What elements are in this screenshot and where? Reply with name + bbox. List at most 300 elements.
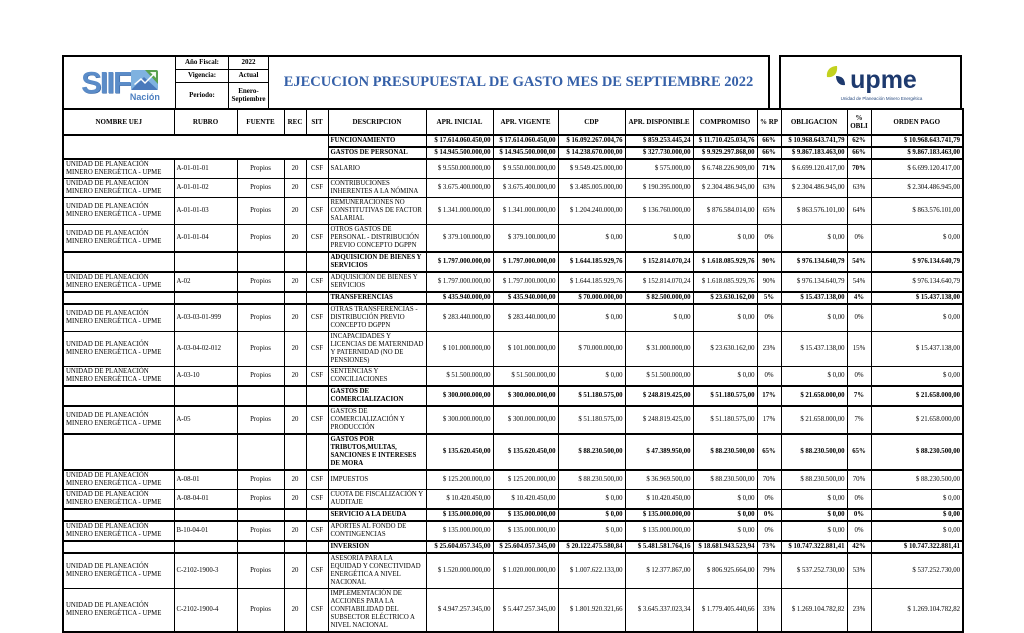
cell-orden-pago: $ 0,00	[871, 490, 963, 510]
fiscal-label-vigencia: Vigencia:	[176, 70, 229, 83]
cell-apr-vigente: $ 135.000.000,00	[493, 509, 558, 521]
cell-fuente: Propios	[237, 225, 284, 253]
cell-fuente	[237, 434, 284, 470]
table-row	[63, 521, 963, 541]
cell-apr-vigente: $ 14.945.500.000,00	[493, 147, 558, 159]
cell-pct-obli: 23%	[847, 589, 871, 633]
cell-sit: CSF	[306, 406, 328, 434]
cell-rec: 20	[284, 179, 306, 198]
cell-obligacion: $ 976.134.640,79	[781, 272, 847, 292]
cell-sit	[306, 541, 328, 553]
cell-obligacion: $ 21.658.000,00	[781, 386, 847, 406]
cell-rec: 20	[284, 159, 306, 179]
cell-nombre-uej: UNIDAD DE PLANEACIÓN MINERO ENERGÉTICA - UPME	[63, 589, 174, 633]
cell-compromiso: $ 0,00	[693, 521, 757, 541]
cell-nombre-uej: UNIDAD DE PLANEACIÓN MINERO ENERGÉTICA - UPME	[63, 272, 174, 292]
cell-pct-obli: 53%	[847, 553, 871, 589]
cell-obligacion: $ 9.867.183.463,00	[781, 147, 847, 159]
cell-pct-obli: 62%	[847, 135, 871, 147]
cell-obligacion: $ 0,00	[781, 490, 847, 510]
cell-apr-disponible: $ 51.500.000,00	[625, 367, 693, 387]
cell-obligacion: $ 6.699.120.417,00	[781, 159, 847, 179]
cell-fuente: Propios	[237, 490, 284, 510]
cell-apr-inicial: $ 283.440.000,00	[426, 304, 493, 332]
cell-pct-rp: 70%	[757, 470, 781, 490]
cell-compromiso: $ 0,00	[693, 490, 757, 510]
cell-apr-disponible: $ 135.000.000,00	[625, 521, 693, 541]
cell-orden-pago: $ 0,00	[871, 225, 963, 253]
cell-apr-vigente: $ 135.000.000,00	[493, 521, 558, 541]
upme-logo-box	[779, 55, 962, 108]
column-header: COMPROMISO	[693, 109, 757, 135]
cell-descripcion: GASTOS DE PERSONAL	[328, 147, 426, 159]
cell-pct-obli: 0%	[847, 509, 871, 521]
cell-pct-rp: 71%	[757, 159, 781, 179]
cell-orden-pago: $ 10.968.643.741,79	[871, 135, 963, 147]
cell-pct-rp: 23%	[757, 332, 781, 367]
cell-apr-vigente: $ 379.100.000,00	[493, 225, 558, 253]
cell-descripcion: ADQUISICION DE BIENES Y SERVICIOS	[328, 252, 426, 272]
cell-apr-inicial: $ 135.000.000,00	[426, 509, 493, 521]
cell-apr-disponible: $ 190.395.000,00	[625, 179, 693, 198]
cell-sit	[306, 252, 328, 272]
table-row	[63, 490, 963, 510]
cell-orden-pago: $ 21.658.000,00	[871, 386, 963, 406]
cell-cdp: $ 51.180.575,00	[558, 386, 625, 406]
cell-pct-obli: 0%	[847, 367, 871, 387]
column-header: NOMBRE UEJ	[63, 109, 174, 135]
cell-compromiso: $ 876.584.014,00	[693, 198, 757, 225]
cell-orden-pago: $ 15.437.138,00	[871, 292, 963, 304]
cell-sit	[306, 292, 328, 304]
cell-pct-obli: 7%	[847, 406, 871, 434]
cell-sit: CSF	[306, 553, 328, 589]
cell-apr-disponible: $ 3.645.337.023,34	[625, 589, 693, 633]
table-row	[63, 367, 963, 387]
column-header: RUBRO	[174, 109, 237, 135]
cell-cdp: $ 1.007.622.133,00	[558, 553, 625, 589]
cell-obligacion: $ 10.968.643.741,79	[781, 135, 847, 147]
cell-rubro: C-2102-1900-3	[174, 553, 237, 589]
cell-fuente: Propios	[237, 553, 284, 589]
cell-apr-disponible: $ 36.969.500,00	[625, 470, 693, 490]
cell-pct-obli: 66%	[847, 147, 871, 159]
cell-pct-rp: 63%	[757, 179, 781, 198]
cell-apr-inicial: $ 300.000.000,00	[426, 406, 493, 434]
budget-table	[62, 108, 964, 633]
column-header: APR. DISPONIBLE	[625, 109, 693, 135]
cell-obligacion: $ 537.252.730,00	[781, 553, 847, 589]
cell-sit: CSF	[306, 332, 328, 367]
cell-apr-disponible: $ 135.000.000,00	[625, 509, 693, 521]
table-row	[63, 332, 963, 367]
cell-cdp: $ 70.000.000,00	[558, 292, 625, 304]
cell-pct-rp: 66%	[757, 147, 781, 159]
cell-apr-vigente: $ 1.797.000.000,00	[493, 272, 558, 292]
cell-compromiso: $ 51.180.575,00	[693, 386, 757, 406]
cell-apr-inicial: $ 10.420.450,00	[426, 490, 493, 510]
cell-obligacion: $ 0,00	[781, 509, 847, 521]
cell-pct-obli: 7%	[847, 386, 871, 406]
cell-apr-disponible: $ 5.481.581.764,16	[625, 541, 693, 553]
cell-apr-inicial: $ 17.614.060.450,00	[426, 135, 493, 147]
cell-fuente: Propios	[237, 332, 284, 367]
cell-apr-inicial: $ 101.000.000,00	[426, 332, 493, 367]
cell-apr-vigente: $ 300.000.000,00	[493, 386, 558, 406]
cell-rubro	[174, 252, 237, 272]
cell-apr-inicial: $ 9.550.000.000,00	[426, 159, 493, 179]
cell-orden-pago: $ 976.134.640,79	[871, 272, 963, 292]
cell-orden-pago: $ 537.252.730,00	[871, 553, 963, 589]
cell-descripcion: INCAPACIDADES Y LICENCIAS DE MATERNIDAD Y PATERNIDAD (NO DE PENSIONES)	[328, 332, 426, 367]
cell-rubro: A-01-01-02	[174, 179, 237, 198]
table-row	[63, 589, 963, 633]
cell-pct-rp: 73%	[757, 541, 781, 553]
cell-obligacion: $ 976.134.640,79	[781, 252, 847, 272]
cell-cdp: $ 0,00	[558, 225, 625, 253]
column-header: % RP	[757, 109, 781, 135]
cell-pct-obli: 15%	[847, 332, 871, 367]
cell-obligacion: $ 0,00	[781, 521, 847, 541]
cell-nombre-uej	[63, 252, 174, 272]
cell-orden-pago: $ 15.437.138,00	[871, 332, 963, 367]
cell-nombre-uej: UNIDAD DE PLANEACIÓN MINERO ENERGÉTICA - UPME	[63, 406, 174, 434]
cell-compromiso: $ 18.681.943.523,94	[693, 541, 757, 553]
cell-sit: CSF	[306, 198, 328, 225]
cell-descripcion: TRANSFERENCIAS	[328, 292, 426, 304]
cell-rec	[284, 252, 306, 272]
table-row	[63, 252, 963, 272]
cell-cdp: $ 20.122.475.580,84	[558, 541, 625, 553]
cell-pct-rp: 17%	[757, 406, 781, 434]
cell-apr-disponible: $ 31.000.000,00	[625, 332, 693, 367]
cell-descripcion: CUOTA DE FISCALIZACIÓN Y AUDITAJE	[328, 490, 426, 510]
cell-apr-vigente: $ 9.550.000.000,00	[493, 159, 558, 179]
cell-cdp: $ 16.092.267.004,76	[558, 135, 625, 147]
cell-fuente: Propios	[237, 159, 284, 179]
cell-pct-obli: 0%	[847, 304, 871, 332]
cell-apr-vigente: $ 3.675.400.000,00	[493, 179, 558, 198]
cell-fuente: Propios	[237, 179, 284, 198]
title-box	[269, 57, 768, 108]
cell-fuente: Propios	[237, 406, 284, 434]
cell-apr-vigente: $ 300.000.000,00	[493, 406, 558, 434]
cell-apr-inicial: $ 435.940.000,00	[426, 292, 493, 304]
cell-cdp: $ 1.644.185.929,76	[558, 252, 625, 272]
cell-pct-obli: 0%	[847, 521, 871, 541]
cell-cdp: $ 0,00	[558, 367, 625, 387]
report-header	[62, 55, 962, 108]
cell-rubro: C-2102-1900-4	[174, 589, 237, 633]
cell-pct-rp: 17%	[757, 386, 781, 406]
siif-nacion-label: Nación	[129, 91, 160, 102]
cell-fuente: Propios	[237, 521, 284, 541]
cell-apr-disponible: $ 12.377.867,00	[625, 553, 693, 589]
cell-apr-vigente: $ 17.614.060.450,00	[493, 135, 558, 147]
report-sheet	[62, 55, 962, 633]
cell-cdp: $ 1.644.185.929,76	[558, 272, 625, 292]
cell-sit: CSF	[306, 304, 328, 332]
cell-compromiso: $ 9.929.297.868,00	[693, 147, 757, 159]
cell-apr-vigente: $ 435.940.000,00	[493, 292, 558, 304]
cell-fuente	[237, 252, 284, 272]
cell-compromiso: $ 6.748.226.909,00	[693, 159, 757, 179]
cell-fuente	[237, 509, 284, 521]
column-header: OBLIGACION	[781, 109, 847, 135]
cell-sit: CSF	[306, 589, 328, 633]
cell-descripcion: ASESORIA PARA LA EQUIDAD Y CONECTIVIDAD ENERGÉTICA A NIVEL NACIONAL	[328, 553, 426, 589]
cell-pct-rp: 90%	[757, 272, 781, 292]
table-row	[63, 541, 963, 553]
cell-orden-pago: $ 0,00	[871, 367, 963, 387]
cell-apr-vigente: $ 1.797.000.000,00	[493, 252, 558, 272]
cell-apr-vigente: $ 283.440.000,00	[493, 304, 558, 332]
cell-apr-disponible: $ 248.819.425,00	[625, 406, 693, 434]
cell-pct-rp: 79%	[757, 553, 781, 589]
cell-apr-vigente: $ 101.000.000,00	[493, 332, 558, 367]
cell-compromiso: $ 0,00	[693, 225, 757, 253]
cell-rec: 20	[284, 589, 306, 633]
cell-cdp: $ 51.180.575,00	[558, 406, 625, 434]
cell-rubro	[174, 292, 237, 304]
table-row	[63, 386, 963, 406]
cell-rec: 20	[284, 225, 306, 253]
cell-rec: 20	[284, 490, 306, 510]
cell-sit: CSF	[306, 159, 328, 179]
cell-rec: 20	[284, 521, 306, 541]
cell-obligacion: $ 15.437.138,00	[781, 292, 847, 304]
cell-fuente: Propios	[237, 272, 284, 292]
cell-cdp: $ 0,00	[558, 509, 625, 521]
cell-apr-inicial: $ 3.675.400.000,00	[426, 179, 493, 198]
table-row	[63, 304, 963, 332]
column-header: CDP	[558, 109, 625, 135]
cell-rec: 20	[284, 553, 306, 589]
cell-pct-rp: 90%	[757, 252, 781, 272]
cell-rubro: A-01-01-04	[174, 225, 237, 253]
cell-apr-inicial: $ 1.797.000.000,00	[426, 252, 493, 272]
cell-apr-disponible: $ 10.420.450,00	[625, 490, 693, 510]
fiscal-value-periodo: Enero-Septiembre	[231, 87, 266, 103]
cell-nombre-uej: UNIDAD DE PLANEACIÓN MINERO ENERGÉTICA - UPME	[63, 332, 174, 367]
column-header: DESCRIPCION	[328, 109, 426, 135]
cell-descripcion: FUNCIONAMIENTO	[328, 135, 426, 147]
cell-orden-pago: $ 21.658.000,00	[871, 406, 963, 434]
cell-orden-pago: $ 863.576.101,00	[871, 198, 963, 225]
cell-compromiso: $ 1.618.085.929,76	[693, 252, 757, 272]
cell-rec: 20	[284, 332, 306, 367]
table-header-row	[63, 109, 963, 135]
table-row	[63, 434, 963, 470]
cell-rec	[284, 509, 306, 521]
cell-apr-inicial: $ 1.520.000.000,00	[426, 553, 493, 589]
table-row	[63, 225, 963, 253]
cell-descripcion: GASTOS POR TRIBUTOS,MULTAS, SANCIONES E INTERESES DE MORA	[328, 434, 426, 470]
cell-sit	[306, 509, 328, 521]
cell-obligacion: $ 15.437.138,00	[781, 332, 847, 367]
table-row	[63, 509, 963, 521]
cell-apr-disponible: $ 47.389.950,00	[625, 434, 693, 470]
cell-fuente	[237, 541, 284, 553]
cell-compromiso: $ 11.710.425.034,76	[693, 135, 757, 147]
cell-descripcion: OTROS GASTOS DE PERSONAL - DISTRIBUCIÓN PREVIO CONCEPTO DGPPN	[328, 225, 426, 253]
cell-orden-pago: $ 2.304.486.945,00	[871, 179, 963, 198]
cell-descripcion: GASTOS DE COMERCIALIZACIÓN Y PRODUCCIÓN	[328, 406, 426, 434]
cell-orden-pago: $ 88.230.500,00	[871, 470, 963, 490]
cell-obligacion: $ 88.230.500,00	[781, 470, 847, 490]
fiscal-label-ano: Año Fiscal:	[176, 57, 229, 70]
cell-apr-vigente: $ 51.500.000,00	[493, 367, 558, 387]
cell-nombre-uej	[63, 434, 174, 470]
cell-descripcion: CONTRIBUCIONES INHERENTES A LA NÓMINA	[328, 179, 426, 198]
header-gap	[770, 55, 779, 108]
page-title: EJECUCION PRESUPUESTAL DE GASTO MES DE SEPTIEMBRE 2022	[283, 74, 754, 90]
cell-rec: 20	[284, 470, 306, 490]
cell-cdp: $ 14.238.670.000,00	[558, 147, 625, 159]
cell-apr-vigente: $ 5.447.257.345,00	[493, 589, 558, 633]
cell-apr-inicial: $ 1.341.000.000,00	[426, 198, 493, 225]
cell-nombre-uej	[63, 541, 174, 553]
cell-pct-rp: 65%	[757, 434, 781, 470]
cell-rec: 20	[284, 406, 306, 434]
cell-apr-vigente: $ 10.420.450,00	[493, 490, 558, 510]
cell-pct-rp: 33%	[757, 589, 781, 633]
table-row	[63, 179, 963, 198]
cell-apr-disponible: $ 136.760.000,00	[625, 198, 693, 225]
cell-apr-vigente: $ 1.341.000.000,00	[493, 198, 558, 225]
cell-cdp: $ 88.230.500,00	[558, 470, 625, 490]
cell-descripcion: SERVICIO A LA DEUDA	[328, 509, 426, 521]
cell-apr-vigente: $ 25.604.057.345,00	[493, 541, 558, 553]
cell-compromiso: $ 23.630.162,00	[693, 332, 757, 367]
fiscal-value-vigencia: Actual	[229, 70, 268, 83]
cell-descripcion: ADQUISICIÓN DE BIENES Y SERVICIOS	[328, 272, 426, 292]
cell-pct-obli: 70%	[847, 159, 871, 179]
cell-nombre-uej: UNIDAD DE PLANEACIÓN MINERO ENERGÉTICA - UPME	[63, 490, 174, 510]
cell-pct-obli: 64%	[847, 198, 871, 225]
cell-pct-rp: 0%	[757, 509, 781, 521]
cell-rubro: B-10-04-01	[174, 521, 237, 541]
cell-obligacion: $ 863.576.101,00	[781, 198, 847, 225]
cell-orden-pago: $ 6.699.120.417,00	[871, 159, 963, 179]
cell-apr-inicial: $ 135.000.000,00	[426, 521, 493, 541]
cell-fuente: Propios	[237, 198, 284, 225]
table-row	[63, 159, 963, 179]
cell-compromiso: $ 23.630.162,00	[693, 292, 757, 304]
cell-nombre-uej	[63, 509, 174, 521]
cell-descripcion: IMPLEMENTACIÓN DE ACCIONES PARA LA CONFIABILIDAD DEL SUBSECTOR ELÉCTRICO A NIVEL NACIONAL	[328, 589, 426, 633]
upme-subtitle: Unidad de Planeación Minero Energética	[840, 96, 923, 101]
cell-nombre-uej	[63, 292, 174, 304]
cell-apr-inicial: $ 14.945.500.000,00	[426, 147, 493, 159]
cell-descripcion: SENTENCIAS Y CONCILIACIONES	[328, 367, 426, 387]
cell-compromiso: $ 806.925.664,00	[693, 553, 757, 589]
cell-nombre-uej: UNIDAD DE PLANEACIÓN MINERO ENERGÉTICA - UPME	[63, 470, 174, 490]
cell-rec	[284, 292, 306, 304]
cell-apr-vigente: $ 1.020.000.000,00	[493, 553, 558, 589]
cell-descripcion: APORTES AL FONDO DE CONTINGENCIAS	[328, 521, 426, 541]
cell-cdp: $ 1.204.240.000,00	[558, 198, 625, 225]
cell-fuente: Propios	[237, 304, 284, 332]
cell-nombre-uej: UNIDAD DE PLANEACIÓN MINERO ENERGÉTICA - UPME	[63, 225, 174, 253]
cell-apr-disponible: $ 152.814.070,24	[625, 252, 693, 272]
cell-compromiso: $ 1.618.085.929,76	[693, 272, 757, 292]
cell-obligacion: $ 21.658.000,00	[781, 406, 847, 434]
cell-cdp: $ 1.801.920.321,66	[558, 589, 625, 633]
cell-orden-pago: $ 88.230.500,00	[871, 434, 963, 470]
cell-rubro: A-01-01-01	[174, 159, 237, 179]
fiscal-label-periodo: Periodo:	[176, 83, 229, 108]
cell-rec: 20	[284, 272, 306, 292]
cell-sit	[306, 434, 328, 470]
cell-nombre-uej: UNIDAD DE PLANEACIÓN MINERO ENERGÉTICA - UPME	[63, 179, 174, 198]
cell-fuente	[237, 292, 284, 304]
header-left-box	[62, 55, 770, 108]
cell-apr-disponible: $ 0,00	[625, 304, 693, 332]
cell-rec	[284, 386, 306, 406]
cell-obligacion: $ 10.747.322.881,41	[781, 541, 847, 553]
cell-orden-pago: $ 9.867.183.463,00	[871, 147, 963, 159]
cell-apr-inicial: $ 25.604.057.345,00	[426, 541, 493, 553]
cell-nombre-uej	[63, 386, 174, 406]
cell-apr-disponible: $ 152.814.070,24	[625, 272, 693, 292]
cell-pct-rp: 0%	[757, 490, 781, 510]
column-header: ORDEN PAGO	[871, 109, 963, 135]
cell-apr-disponible: $ 82.500.000,00	[625, 292, 693, 304]
cell-pct-obli: 54%	[847, 272, 871, 292]
cell-orden-pago: $ 0,00	[871, 304, 963, 332]
cell-compromiso: $ 1.779.405.440,66	[693, 589, 757, 633]
cell-sit: CSF	[306, 490, 328, 510]
siif-logo-text: SIIF	[81, 64, 130, 100]
cell-rubro: A-08-01	[174, 470, 237, 490]
cell-sit: CSF	[306, 470, 328, 490]
cell-compromiso: $ 51.180.575,00	[693, 406, 757, 434]
cell-rubro	[174, 386, 237, 406]
cell-fuente	[237, 386, 284, 406]
cell-rubro	[174, 509, 237, 521]
cell-compromiso: $ 0,00	[693, 509, 757, 521]
cell-pct-rp: 0%	[757, 225, 781, 253]
cell-apr-inicial: $ 125.200.000,00	[426, 470, 493, 490]
cell-rubro: A-02	[174, 272, 237, 292]
cell-apr-vigente: $ 135.620.450,00	[493, 434, 558, 470]
cell-nombre-uej: UNIDAD DE PLANEACIÓN MINERO ENERGÉTICA - UPME	[63, 553, 174, 589]
cell-obligacion: $ 0,00	[781, 225, 847, 253]
cell-pct-obli: 54%	[847, 252, 871, 272]
cell-rubro: A-08-04-01	[174, 490, 237, 510]
cell-descripcion: SALARIO	[328, 159, 426, 179]
cell-apr-disponible: $ 859.253.445,24	[625, 135, 693, 147]
cell-pct-obli: 4%	[847, 292, 871, 304]
cell-pct-obli: 70%	[847, 470, 871, 490]
upme-leaf-icon	[824, 64, 850, 95]
cell-pct-rp: 66%	[757, 135, 781, 147]
cell-pct-rp: 0%	[757, 304, 781, 332]
cell-pct-rp: 0%	[757, 367, 781, 387]
cell-rec	[284, 434, 306, 470]
table-row	[63, 272, 963, 292]
cell-apr-inicial: $ 300.000.000,00	[426, 386, 493, 406]
cell-cdp: $ 88.230.500,00	[558, 434, 625, 470]
column-header: REC	[284, 109, 306, 135]
cell-fuente: Propios	[237, 367, 284, 387]
cell-nombre-uej: UNIDAD DE PLANEACIÓN MINERO ENERGÉTICA - UPME	[63, 198, 174, 225]
empty-cell	[63, 135, 328, 159]
cell-apr-inicial: $ 1.797.000.000,00	[426, 272, 493, 292]
cell-cdp: $ 0,00	[558, 490, 625, 510]
cell-apr-inicial: $ 51.500.000,00	[426, 367, 493, 387]
